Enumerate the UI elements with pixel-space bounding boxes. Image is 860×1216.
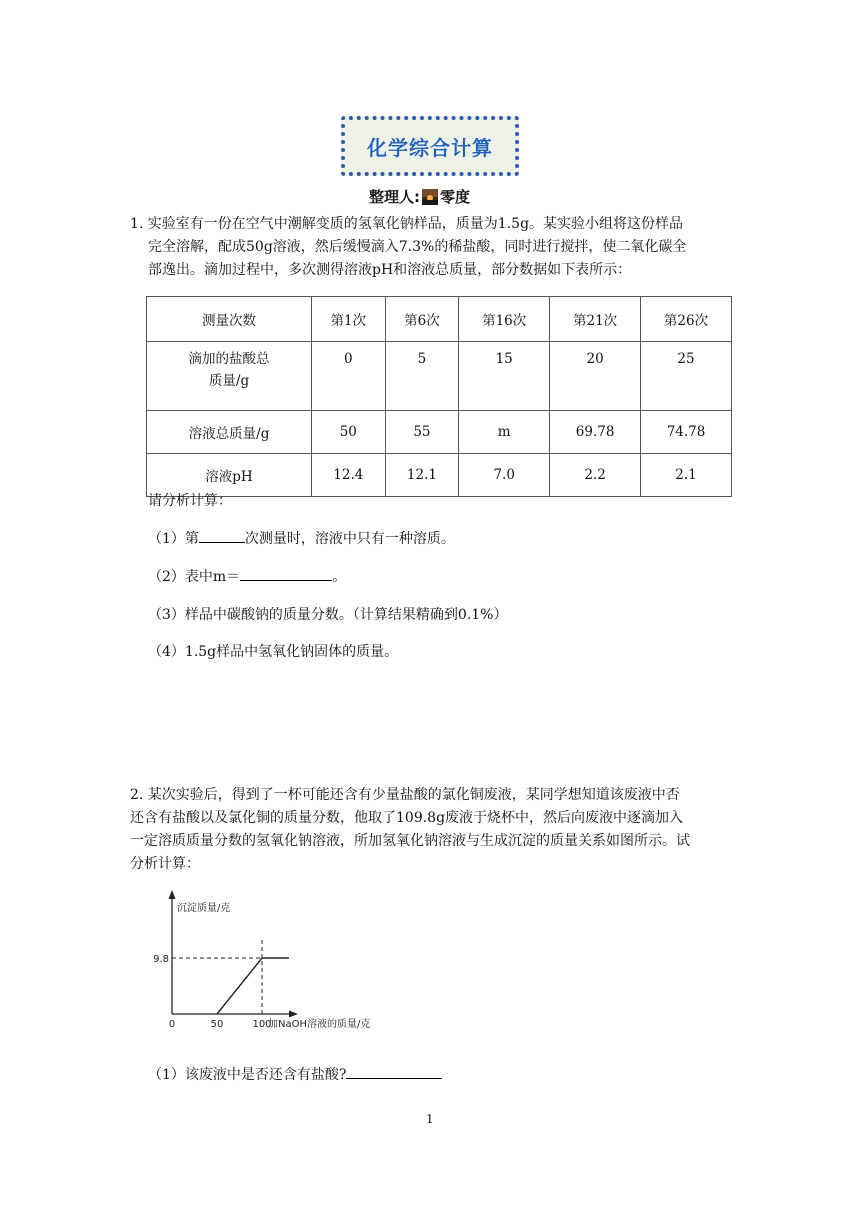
x-tick-label: 0 xyxy=(168,1019,176,1030)
y-tick-label: 9.8 xyxy=(153,954,169,965)
table-cell: 50 xyxy=(311,411,385,454)
page-number: 1 xyxy=(426,1112,434,1126)
q2-line: 分析计算： xyxy=(130,856,200,872)
analysis-prompt: 请分析计算： xyxy=(148,493,232,509)
answer-blank[interactable] xyxy=(199,528,245,543)
q2-line: 还含有盐酸以及氯化铜的质量分数，他取了109.8g废液于烧杯中，然后向废液中逐滴加入 xyxy=(130,810,684,826)
organizer-name: 零度 xyxy=(440,188,471,206)
question-2-text xyxy=(130,784,730,876)
precipitate-chart xyxy=(150,886,410,1036)
table-cell: 0 xyxy=(311,342,385,411)
table-cell: 5 xyxy=(385,342,459,411)
organizer-label: 整理人: xyxy=(369,188,420,206)
table-cell: 69.78 xyxy=(550,411,641,454)
table-header-cell: 第1次 xyxy=(311,297,385,342)
sub-text: （1）第 xyxy=(148,531,199,547)
table-header-cell: 测量次数 xyxy=(147,297,312,342)
sub-text: （1）该废液中是否还含有盐酸? xyxy=(148,1067,347,1083)
q1-line: 部逸出。滴加过程中，多次测得溶液pH和溶液总质量，部分数据如下表所示： xyxy=(148,262,632,278)
table-row xyxy=(147,342,732,411)
table-row xyxy=(147,411,732,454)
table-cell: 2.2 xyxy=(550,454,641,497)
table-row xyxy=(147,454,732,497)
page-title: 化学综合计算 xyxy=(367,135,493,160)
row-label-line: 滴加的盐酸总 xyxy=(188,351,270,367)
question-1-text xyxy=(130,213,730,282)
q2-sub1 xyxy=(148,1064,442,1084)
table-cell: 55 xyxy=(385,411,459,454)
table-header-cell: 第16次 xyxy=(459,297,550,342)
table-cell: 12.4 xyxy=(311,454,385,497)
q1-sub2 xyxy=(148,566,346,586)
sub-text: 。 xyxy=(332,569,347,585)
sunset-icon xyxy=(422,189,438,205)
table-row-label: 溶液pH xyxy=(147,454,312,497)
q1-line: 1. 实验室有一份在空气中潮解变质的氢氧化钠样品，质量为1.5g。某实验小组将这份样品 xyxy=(130,216,684,232)
table-cell: 7.0 xyxy=(459,454,550,497)
q1-line: 完全溶解，配成50g溶液，然后缓慢滴入7.3%的稀盐酸，同时进行搅拌，使二氧化碳全 xyxy=(148,239,687,255)
row-label-line: 质量/g xyxy=(208,373,250,389)
q1-sub4: （4）1.5g样品中氢氧化钠固体的质量。 xyxy=(148,644,399,660)
sub-text: （2）表中m＝ xyxy=(148,569,241,585)
q1-sub3: （3）样品中碳酸钠的质量分数。（计算结果精确到0.1%） xyxy=(148,607,508,623)
table-cell: 2.1 xyxy=(641,454,732,497)
table-row-label xyxy=(147,342,312,411)
answer-blank[interactable] xyxy=(346,1064,442,1079)
table-cell: 15 xyxy=(459,342,550,411)
table-header-cell: 第26次 xyxy=(641,297,732,342)
answer-blank[interactable] xyxy=(240,566,332,581)
table-row-label: 溶液总质量/g xyxy=(147,411,312,454)
x-axis-arrow xyxy=(289,1011,298,1018)
x-tick-label: 100 xyxy=(252,1019,272,1030)
table-cell: 25 xyxy=(641,342,732,411)
title-box xyxy=(341,116,519,176)
x-axis-label: 加NaOH溶液的质量/克 xyxy=(268,1019,371,1030)
table-header-row xyxy=(147,297,732,342)
table-header-cell: 第21次 xyxy=(550,297,641,342)
table-cell: 12.1 xyxy=(385,454,459,497)
q1-sub1 xyxy=(148,528,455,548)
y-axis-arrow xyxy=(169,890,176,899)
measurement-table xyxy=(146,296,732,497)
series-line xyxy=(217,958,289,1014)
sub-text: 次测量时，溶液中只有一种溶质。 xyxy=(244,531,455,547)
y-axis-label: 沉淀质量/克 xyxy=(177,903,231,914)
table-header-cell: 第6次 xyxy=(385,297,459,342)
table-cell: 20 xyxy=(550,342,641,411)
q2-line: 一定溶质质量分数的氢氧化钠溶液，所加氢氧化钠溶液与生成沉淀的质量关系如图所示。试 xyxy=(130,833,690,849)
table-cell: m xyxy=(459,411,550,454)
organizer-line xyxy=(369,186,470,207)
q2-line: 2. 某次实验后，得到了一杯可能还含有少量盐酸的氯化铜废液，某同学想知道该废液中否 xyxy=(130,787,680,803)
x-tick-label: 50 xyxy=(210,1019,224,1030)
table-cell: 74.78 xyxy=(641,411,732,454)
